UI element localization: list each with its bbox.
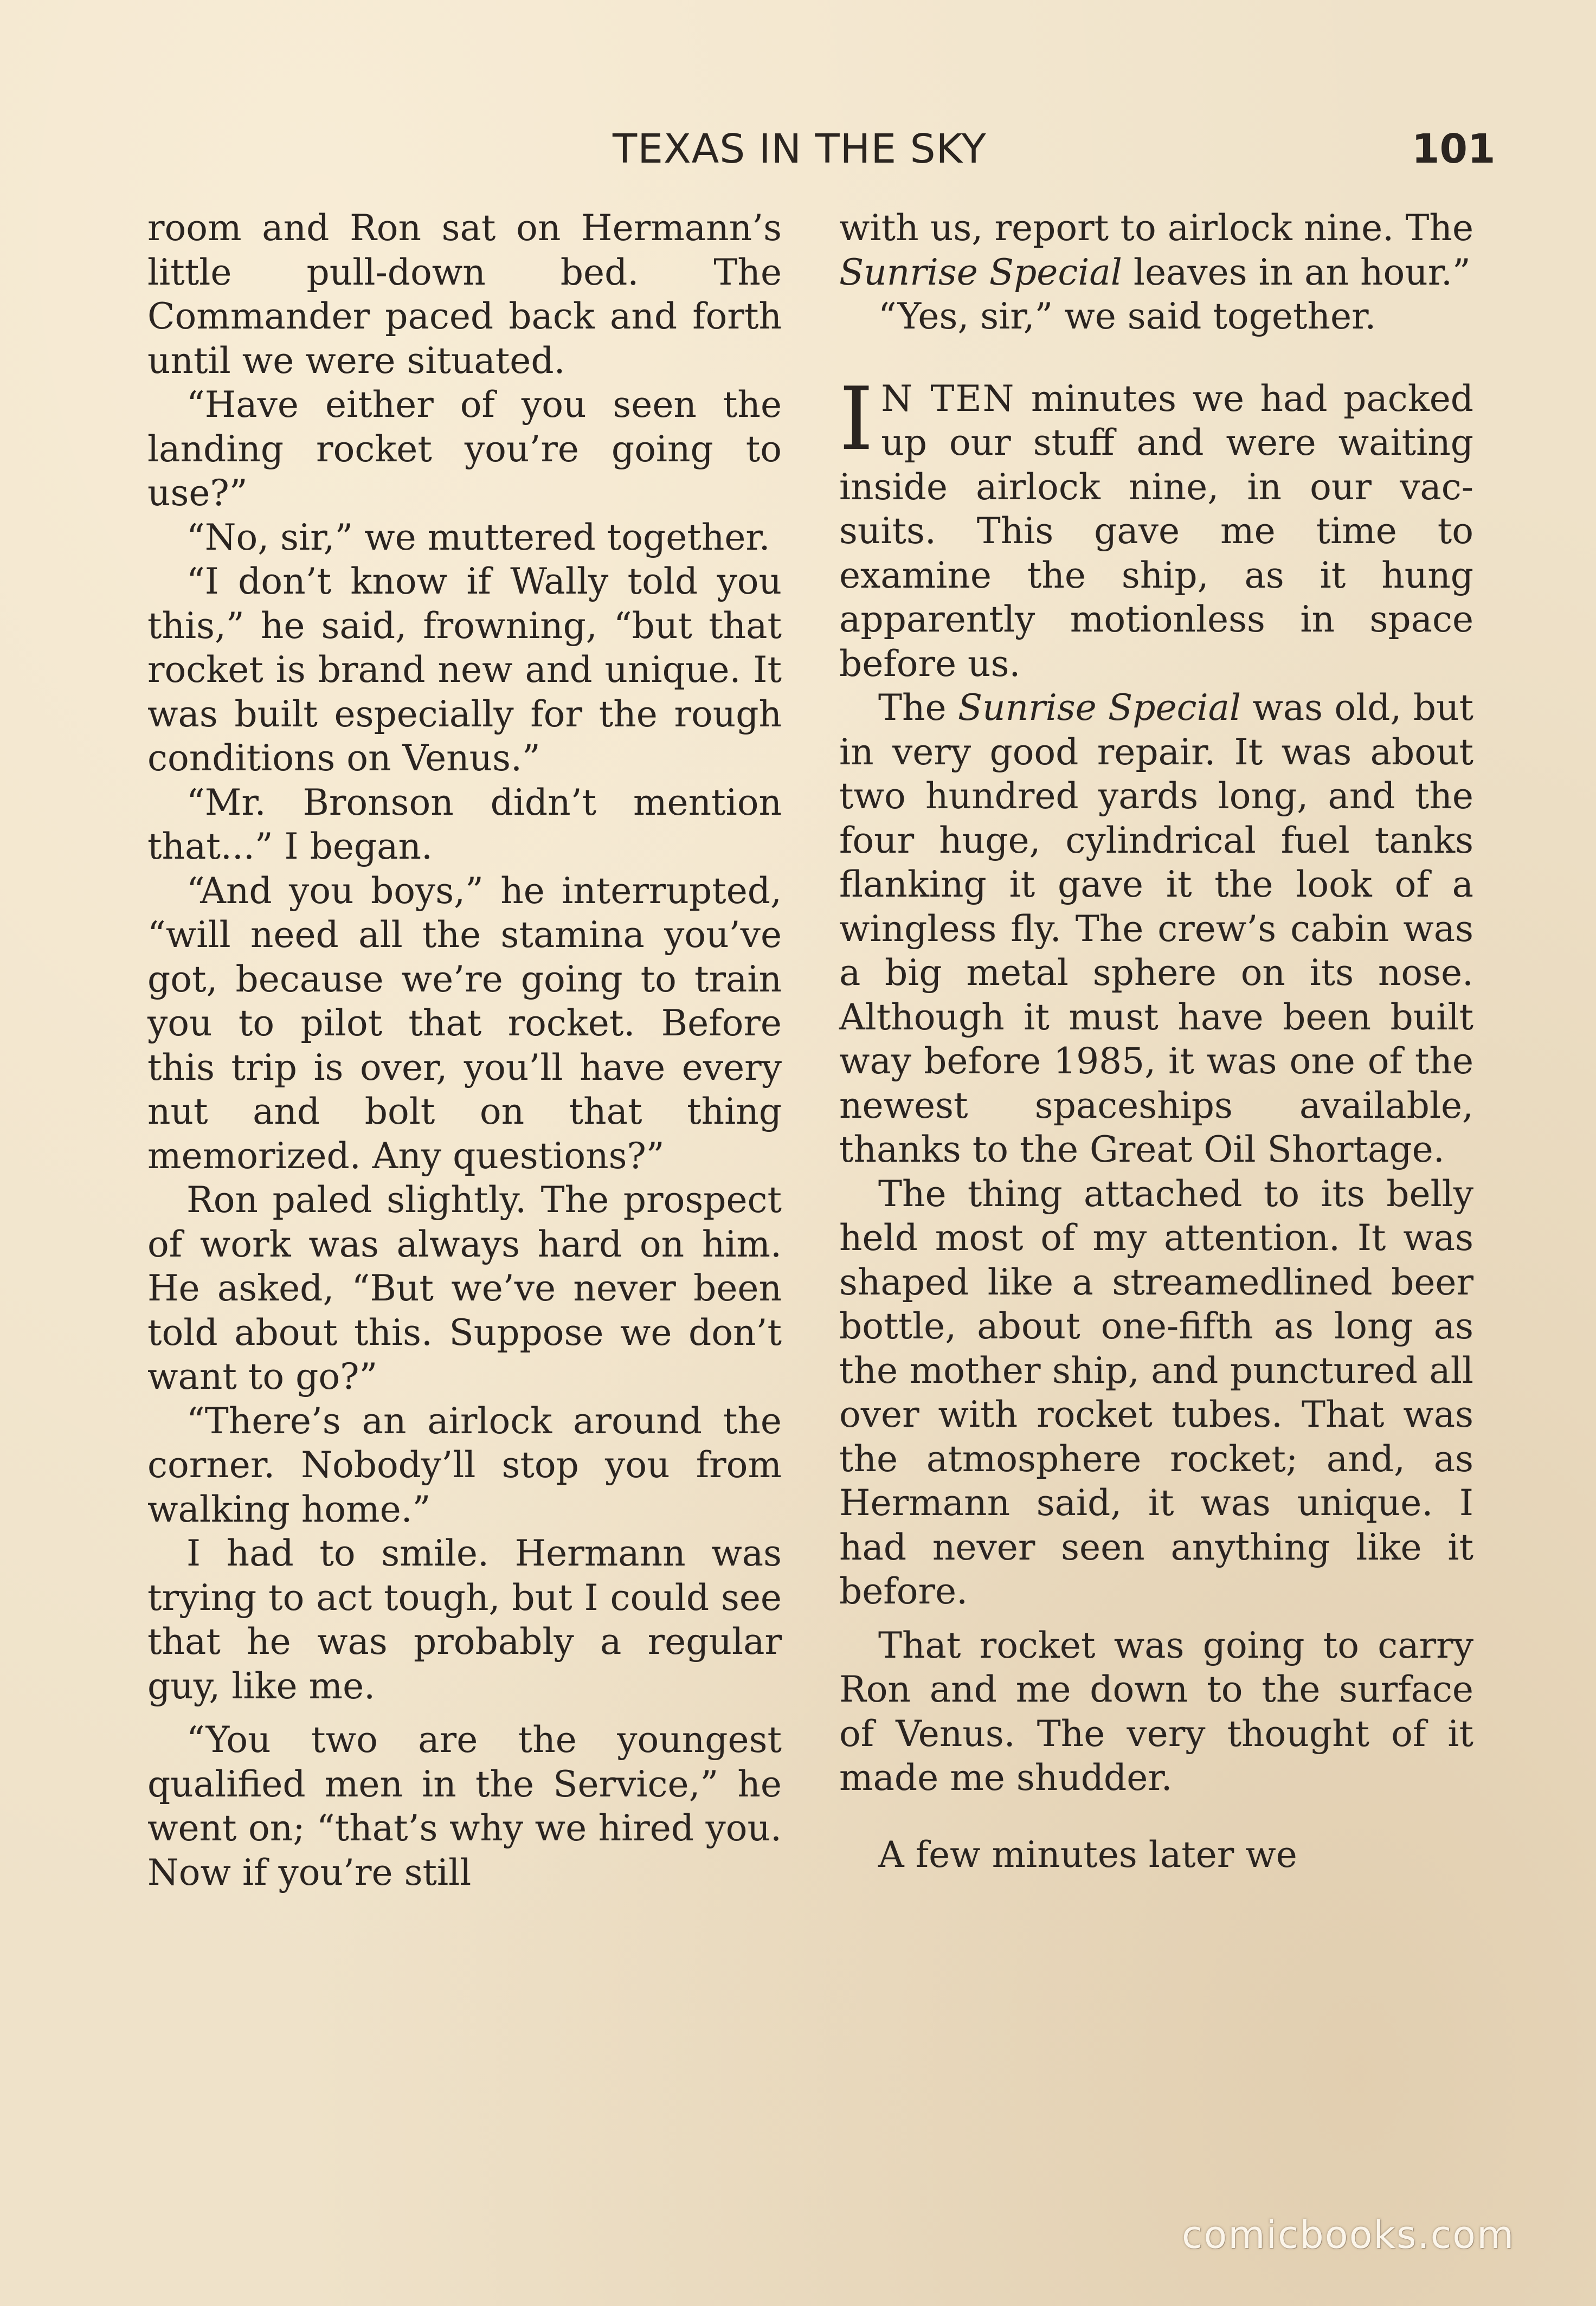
paragraph: [839, 686, 1473, 1172]
ship-name: Sunrise Special: [839, 251, 1122, 293]
paragraph: I had to smile. Hermann was trying to act tough, but I could see that he was probably a regular guy, like me.: [147, 1532, 782, 1707]
text-run: was old, but in very good repair. It was about two hundred yards long, and the four huge, cylindrical fuel tanks flanking it gave it the look of a wingless fly. The crew’s cabin was a big metal sphere on its nose. Although it must have been built way before 1985, it was one of the newest spaceships available, thanks to the Great Oil Shortage.: [839, 687, 1473, 1170]
text-run: The: [878, 687, 958, 729]
paragraph: [839, 206, 1473, 294]
paragraph: “And you boys,” he interrupted, “will need all the stamina you’ve got, because we’re going to train you to pilot that rocket. Before this trip is over, you’ll have every nut and bolt on that thing memorized. Any questions?”: [147, 869, 782, 1177]
paragraph: “I don’t know if Wally told you this,” he said, frowning, “but that rocket is brand new and unique. It was built especially for the rough conditions on Venus.”: [147, 561, 782, 779]
paragraph: “Yes, sir,” we said together.: [878, 295, 1376, 337]
running-head: TEXAS IN THE SKY: [613, 126, 987, 172]
text-run: leaves in an hour.”: [1122, 251, 1471, 293]
paragraph: “There’s an airlock around the corner. Nobody’ll stop you from walking home.”: [147, 1400, 782, 1530]
paragraph: “You two are the youngest qualified men in the Service,” he went on; “that’s why we hired you. Now if you’re still: [147, 1719, 782, 1893]
paragraph: The thing attached to its belly held most of my attention. It was shaped like a streamedlined beer bottle, about one-fifth as long as the mother ship, and punctured all over with rocket tubes. That was the atmosphere rocket; and, as Hermann said, it was unique. I had never seen anything like it before.: [839, 1173, 1473, 1612]
small-caps-lead: N TEN: [881, 377, 1015, 420]
paragraph: “Mr. Bronson didn’t mention that...” I began.: [147, 781, 782, 867]
right-column: [839, 206, 1473, 1877]
text-run: minutes we had packed up our stuff and were waiting inside airlock nine, in our vac-suits. This gave me time to examine the ship, as it hung apparently motionless in space before us.: [839, 377, 1473, 685]
paragraph: A few minutes later we: [878, 1833, 1297, 1876]
left-column: [147, 206, 782, 1895]
paragraph: That rocket was going to carry Ron and me down to the surface of Venus. The very thought of it made me shudder.: [839, 1624, 1473, 1799]
paragraph: Ron paled slightly. The prospect of work was always hard on him. He asked, “But we’ve never been told about this. Suppose we don’t want to go?”: [147, 1179, 782, 1397]
paragraph: “Have either of you seen the landing rocket you’re going to use?”: [147, 384, 782, 514]
page-number: 101: [1412, 126, 1496, 172]
text-run: with us, report to airlock nine. The: [839, 207, 1473, 249]
drop-cap: I: [839, 368, 874, 469]
paragraph: “No, sir,” we muttered together.: [186, 516, 770, 558]
section-opening-paragraph: [839, 368, 1473, 686]
ship-name: Sunrise Special: [957, 687, 1241, 729]
paragraph: room and Ron sat on Hermann’s little pull-down bed. The Commander paced back and forth until we were situated.: [147, 207, 782, 382]
site-watermark: comicbooks.com: [1182, 2213, 1515, 2257]
